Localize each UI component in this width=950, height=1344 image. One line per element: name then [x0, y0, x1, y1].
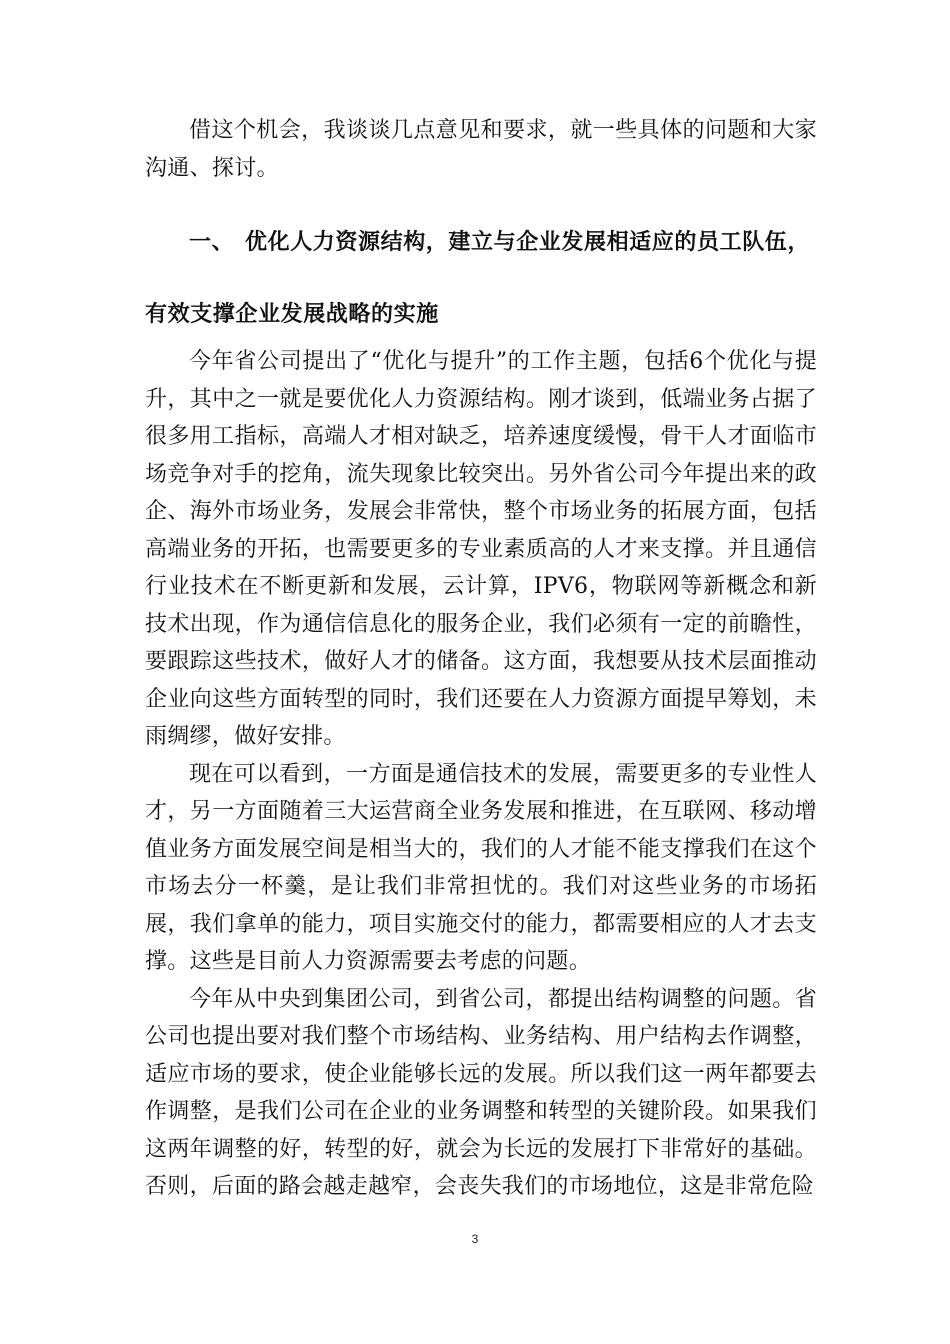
document-body [145, 112, 817, 1206]
section-title-line2: 有效支撑企业发展战略的实施 [145, 301, 439, 327]
section-title-line1: 优化人力资源结构，建立与企业发展相适应的员工队伍， [245, 229, 811, 255]
intro-paragraph: 借这个机会，我谈谈几点意见和要求，就一些具体的问题和大家沟通、探讨。 [145, 118, 817, 181]
body-paragraph-2: 现在可以看到，一方面是通信技术的发展，需要更多的专业性人才，另一方面随着三大运营商全业务发展和推进，在互联网、移动增值业务方面发展空间是相当大的，我们的人才能不能支撑我们在这个市场去分一杯羹，是让我们非常担忧的。我们对这些业务的市场拓展，我们拿单的能力，项目实施交付的能力，都需要相应的人才去支撑。这些是目前人力资源需要去考虑的问题。 [145, 761, 817, 974]
body-paragraph-3: 今年从中央到集团公司，到省公司，都提出结构调整的问题。省公司也提出要对我们整个市场结构、业务结构、用户结构去作调整，适应市场的要求，使企业能够长远的发展。所以我们这一两年都要去作调整，是我们公司在企业的业务调整和转型的关键阶段。如果我们这两年调整的好，转型的好，就会为长远的发展打下非常好的基础。否则，后面的路会越走越窄，会丧失我们的市场地位，这是非常危险 [145, 986, 817, 1199]
page-number: 3 [471, 1232, 479, 1246]
section-heading [145, 224, 817, 261]
body-paragraph-1: 今年省公司提出了“优化与提升”的工作主题，包括6个优化与提升，其中之一就是要优化人力资源结构。刚才谈到，低端业务占据了很多用工指标，高端人才相对缺乏，培养速度缓慢，骨干人才面临市场竞争对手的挖角，流失现象比较突出。另外省公司今年提出来的政企、海外市场业务，发展会非常快，整个市场业务的拓展方面，包括高端业务的开拓，也需要更多的专业素质高的人才来支撑。并且通信行业技术在不断更新和发展，云计算，IPV6，物联网等新概念和新技术出现，作为通信信息化的服务企业，我们必须有一定的前瞻性，要跟踪这些技术，做好人才的储备。这方面，我想要从技术层面推动企业向这些方面转型的同时，我们还要在人力资源方面提早筹划，未雨绸缪，做好安排。 [145, 349, 817, 749]
section-number: 一、 [189, 229, 235, 255]
